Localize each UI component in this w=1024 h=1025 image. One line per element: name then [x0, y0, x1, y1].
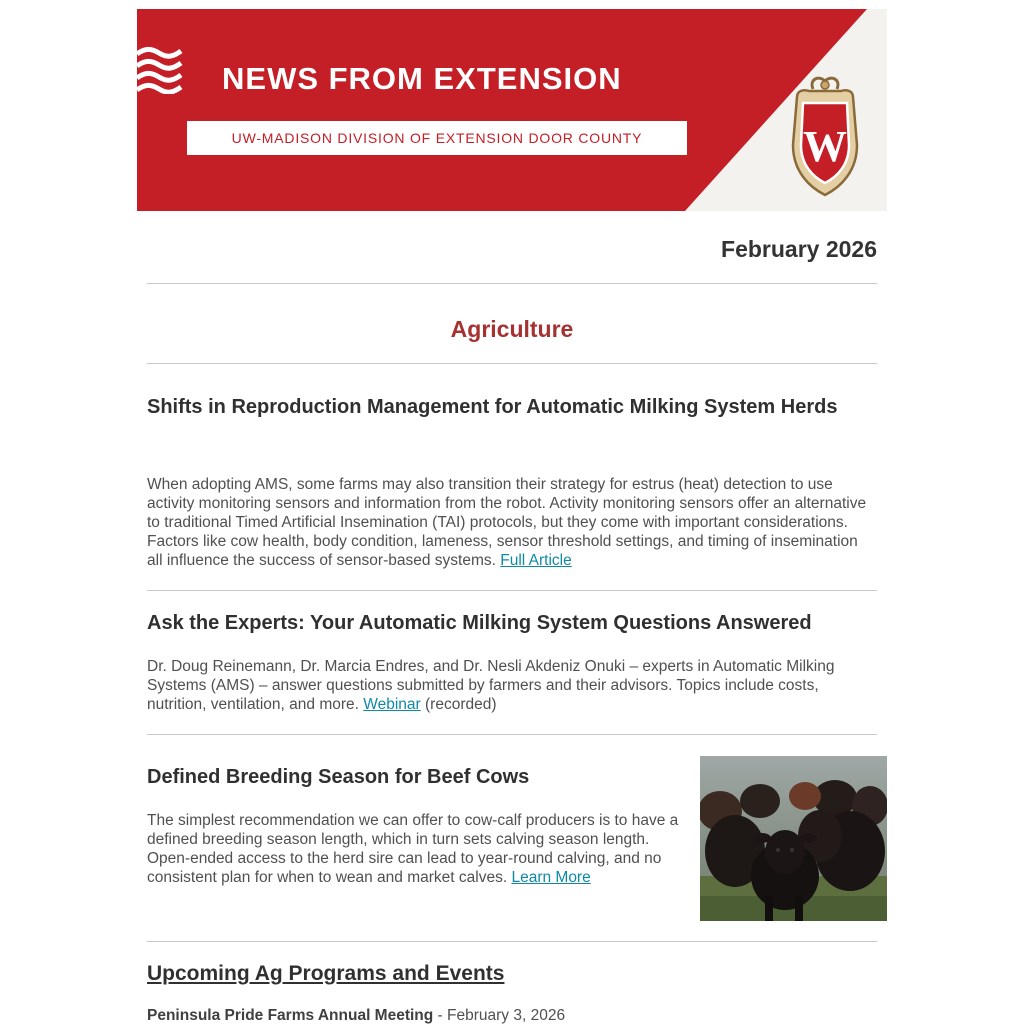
article-text: When adopting AMS, some farms may also transition their strategy for estrus (heat) detection to use activity monitoring sensors and information from the robot. Activity monitoring sensors offer an alternative to traditional Timed Artificial Insemination (TAI) protocols, but they come with important considerations. Factors like cow health, body condition, lameness, sensor threshold settings, and timing of insemination all influence the success of sensor-based systems. [147, 476, 867, 569]
full-article-link[interactable]: Full Article [500, 552, 572, 569]
webinar-link[interactable]: Webinar [363, 696, 421, 713]
divider [147, 734, 877, 735]
section-title: Agriculture [450, 316, 574, 342]
issue-date: February 2026 [721, 236, 877, 262]
article-body [147, 811, 682, 887]
article-text: Dr. Doug Reinemann, Dr. Marcia Endres, and Dr. Nesli Akdeniz Onuki – experts in Automatic Milking Systems (AMS) – answer questions submitted by farmers and their advisors. Topics include costs, nutrition, ventilation, and more. [147, 658, 835, 713]
beef-cows-photo [700, 756, 887, 921]
newsletter [137, 9, 887, 1024]
article-body [147, 475, 877, 570]
header-banner [137, 9, 887, 211]
article-text: The simplest recommendation we can offer to cow-calf producers is to have a defined breeding season length, which in turn sets calving season length. Open-ended access to the herd sire can lead to year-round calving, and no consistent plan for when to wean and market calves. [147, 812, 679, 886]
article-body [147, 657, 877, 714]
divider [147, 941, 877, 942]
article-title: Ask the Experts: Your Automatic Milking System Questions Answered [147, 612, 812, 634]
event-date: - February 3, 2026 [433, 1007, 566, 1024]
uw-crest-icon [785, 75, 865, 199]
event-item [147, 1007, 565, 1025]
article-title: Defined Breeding Season for Beef Cows [147, 766, 530, 788]
banner-title: NEWS FROM EXTENSION [222, 61, 622, 96]
divider [147, 283, 877, 284]
divider [147, 363, 877, 364]
waves-logo-icon [137, 46, 183, 94]
banner-subtitle-box [187, 121, 687, 155]
learn-more-link[interactable]: Learn More [511, 869, 591, 886]
banner-corner-shape [137, 9, 887, 211]
banner-subtitle: UW-MADISON DIVISION OF EXTENSION DOOR COUNTY [231, 130, 643, 146]
crest-letter: W [803, 122, 847, 171]
event-name: Peninsula Pride Farms Annual Meeting [147, 1007, 434, 1024]
divider [147, 590, 877, 591]
article-title: Shifts in Reproduction Management for Automatic Milking System Herds [147, 396, 838, 418]
events-heading[interactable]: Upcoming Ag Programs and Events [147, 962, 505, 985]
article-suffix: (recorded) [420, 696, 497, 713]
